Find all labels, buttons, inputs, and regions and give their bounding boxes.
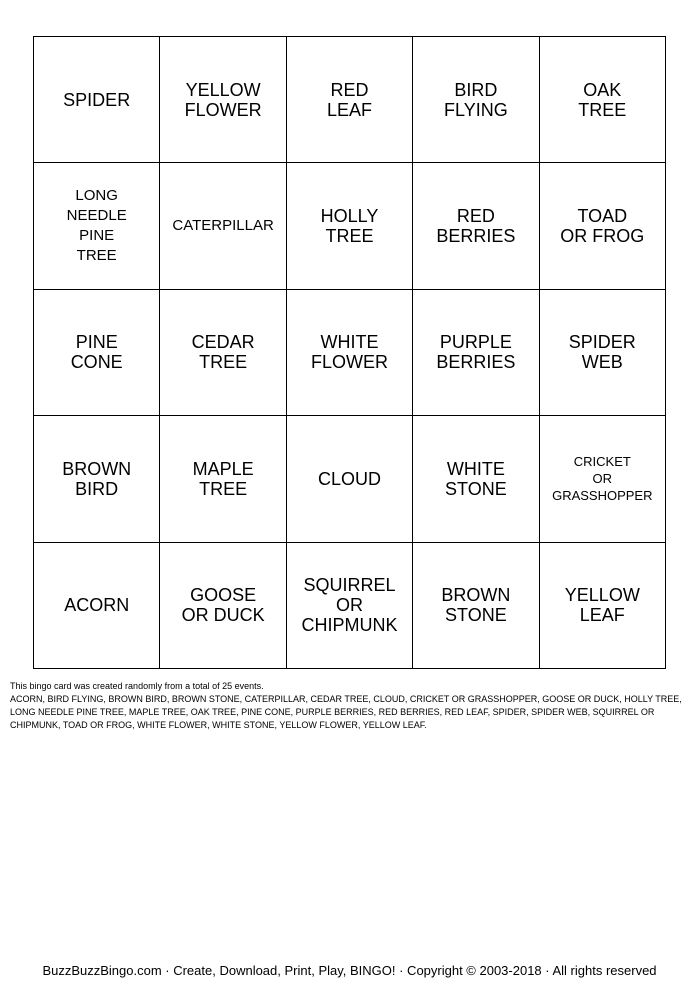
bingo-cell: CEDAR TREE [160,290,286,416]
bingo-cell: SQUIRREL OR CHIPMUNK [287,543,413,669]
bingo-cell: SPIDER [34,37,160,163]
bingo-cell: HOLLY TREE [287,163,413,289]
bingo-cell: RED BERRIES [413,163,539,289]
bingo-cell: GOOSE OR DUCK [160,543,286,669]
bingo-cell: YELLOW FLOWER [160,37,286,163]
bingo-cell: WHITE STONE [413,416,539,542]
bingo-cell: LONG NEEDLE PINE TREE [34,163,160,289]
bingo-cell: CRICKET OR GRASSHOPPER [540,416,666,542]
bingo-cell: OAK TREE [540,37,666,163]
bingo-cell: RED LEAF [287,37,413,163]
bingo-cell: TOAD OR FROG [540,163,666,289]
bingo-cell: YELLOW LEAF [540,543,666,669]
bingo-cell: MAPLE TREE [160,416,286,542]
bingo-cell: BIRD FLYING [413,37,539,163]
caption-intro: This bingo card was created randomly from a total of 25 events. [10,681,264,691]
bingo-grid [33,36,666,669]
caption-events-list: ACORN, BIRD FLYING, BROWN BIRD, BROWN STONE, CATERPILLAR, CEDAR TREE, CLOUD, CRICKET OR GRASSHOPPER, GOOSE OR DUCK, HOLLY TREE, LONG NEEDLE PINE TREE, MAPLE TREE, OAK TREE, PINE CONE, PURPLE BERRIES, RED BERRIES, RED LEAF, SPIDER, SPIDER WEB, SQUIRREL OR CHIPMUNK, TOAD OR FROG, WHITE FLOWER, WHITE STONE, YELLOW FLOWER, YELLOW LEAF. [10,694,682,730]
bingo-cell: BROWN BIRD [34,416,160,542]
bingo-cell: PINE CONE [34,290,160,416]
footer-copyright: BuzzBuzzBingo.com · Create, Download, Print, Play, BINGO! · Copyright © 2003-2018 · All rights reserved [42,963,657,978]
bingo-cell: CLOUD [287,416,413,542]
bingo-cell: WHITE FLOWER [287,290,413,416]
bingo-cell: ACORN [34,543,160,669]
bingo-cell: PURPLE BERRIES [413,290,539,416]
bingo-cell: SPIDER WEB [540,290,666,416]
bingo-cell: BROWN STONE [413,543,539,669]
card-caption [10,680,690,732]
bingo-cell: CATERPILLAR [160,163,286,289]
